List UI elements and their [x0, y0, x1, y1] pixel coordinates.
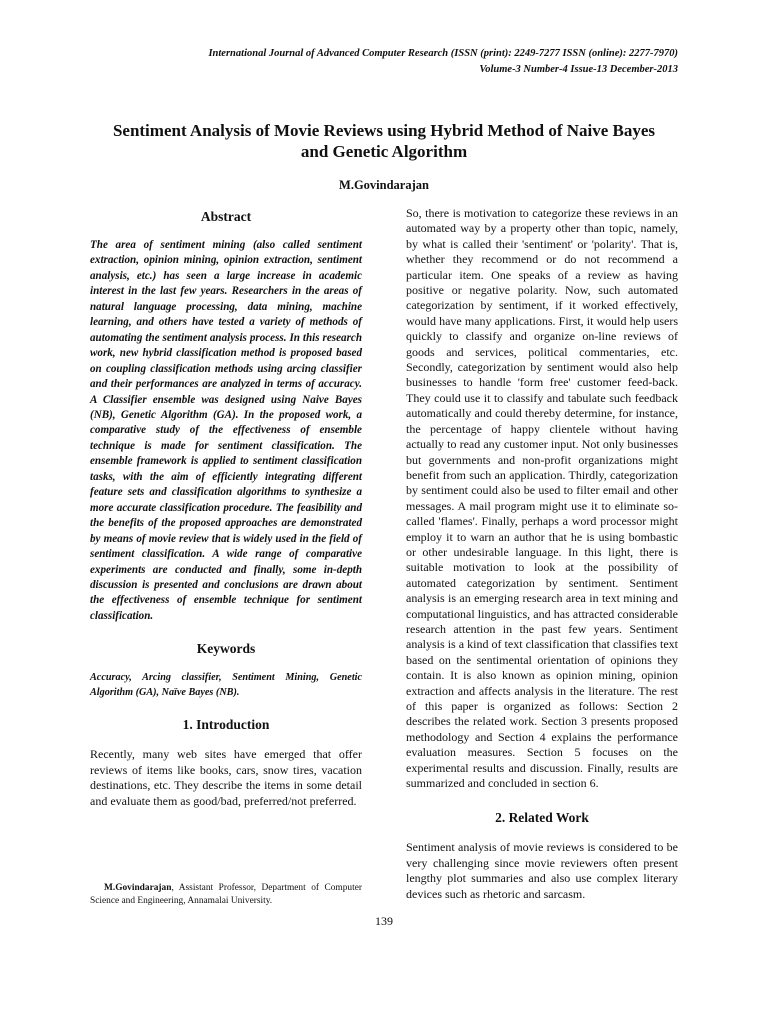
author-footnote	[90, 882, 362, 907]
journal-header	[58, 46, 678, 78]
introduction-text: Recently, many web sites have emerged that offer reviews of items like books, cars, snow tires, vacation destinations, etc. They describe the items in some detail and evaluate them as good/bad, preferred/not preferred.	[90, 747, 362, 808]
related-work-heading: 2. Related Work	[495, 810, 589, 826]
introduction-heading: 1. Introduction	[182, 717, 270, 733]
page-number: 139	[375, 914, 393, 928]
abstract-heading: Abstract	[200, 209, 252, 224]
related-work-text: Sentiment analysis of movie reviews is considered to be very challenging since movie reviewers often present lengthy plot summaries and also use complex literary devices such as rhetoric and sarcasm.	[406, 840, 678, 901]
keywords-heading: Keywords	[196, 641, 256, 657]
paper-title-line-2: and Genetic Algorithm	[300, 142, 468, 161]
left-column	[90, 208, 362, 809]
journal-volume: Volume-3 Number-4 Issue-13 December-2013	[479, 64, 678, 75]
paper-title-line-1: Sentiment Analysis of Movie Reviews using Hybrid Method of Naive Bayes	[112, 121, 656, 140]
footnote-affiliation: , Assistant Professor, Department of Computer Science and Engineering, Annamalai University.	[90, 883, 362, 906]
right-column	[406, 206, 678, 902]
footnote-author-name: M.Govindarajan	[104, 883, 172, 893]
abstract-text: The area of sentiment mining (also called sentiment extraction, opinion mining, opinion extraction, sentiment analysis, etc.) has seen a large increase in academic interest in the last few years. Researchers in the areas of natural language processing, data mining, machine learning, and others have tested a variety of methods of automating the sentiment analysis process. In this research work, new hybrid classification method is proposed based on coupling classification methods using arcing classifier and their performances are analyzed in terms of accuracy. A Classifier ensemble was designed using Naive Bayes (NB), Genetic Algorithm (GA). In the proposed work, a comparative study of the effectiveness of ensemble technique is made for sentiment classification. The ensemble framework is applied to sentiment classification tasks, with the aim of efficiently integrating different feature sets and classification algorithms to synthesize a more accurate classification procedure. The feasibility and the benefits of the proposed approaches are demonstrated by means of movie review that is widely used in the field of sentiment classification. A wide range of comparative experiments are conducted and finally, some in-depth discussion is presented and conclusions are drawn about the effectiveness of ensemble technique for sentiment classification.	[90, 239, 362, 622]
right-column-text: So, there is motivation to categorize these reviews in an automated way by a property other than topic, namely, by what is called their 'sentiment' or 'polarity'. That is, whether they recommend or do not recommend a particular item. One speaks of a review as having positive or negative polarity. Now, such automated categorization by sentiment, if it worked effectively, would have many applications. First, it would help users quickly to classify and organize on-line reviews of goods and services, political commentaries, etc. Secondly, categorization by sentiment would also help businesses to handle 'form free' customer feed-back. They could use it to classify and tabulate such feedback automatically and could thereby determine, for instance, the percentage of happy clientele without having actually to read any customer input. Not only businesses but governments and non-profit organizations might benefit from such an application. Thirdly, categorization by sentiment could also be used to filter email and other messages. A mail program might use it to eliminate so-called 'flames'. Finally, perhaps a word processor might employ it to warn an author that he is using bombastic or other undesirable language. In this light, there is suitable motivation to look at the possibility of automated categorization by sentiment. Sentiment analysis is an emerging research area in text mining and computational linguistics, and has attracted considerable research attention in the past few years. Sentiment analysis is a kind of text classification that classifies text based on the sentimental orientation of opinions they contain. It is also known as opinion mining, opinion extraction and affects analysis in the literature. The rest of this paper is organized as follows: Section 2 describes the related work. Section 3 presents proposed methodology and Section 4 explains the performance evaluation measures. Section 5 focuses on the experimental results and discussion. Finally, results are summarized and concluded in section 6.	[406, 206, 678, 791]
keywords-text: Accuracy, Arcing classifier, Sentiment Mining, Genetic Algorithm (GA), Naïve Bayes (NB).	[90, 672, 362, 699]
paper-author: M.Govindarajan	[339, 178, 429, 192]
journal-name: International Journal of Advanced Computer Research (ISSN (print): 2249-7277 ISSN (online): 2277-7970)	[208, 48, 678, 59]
paper-title	[80, 120, 688, 162]
